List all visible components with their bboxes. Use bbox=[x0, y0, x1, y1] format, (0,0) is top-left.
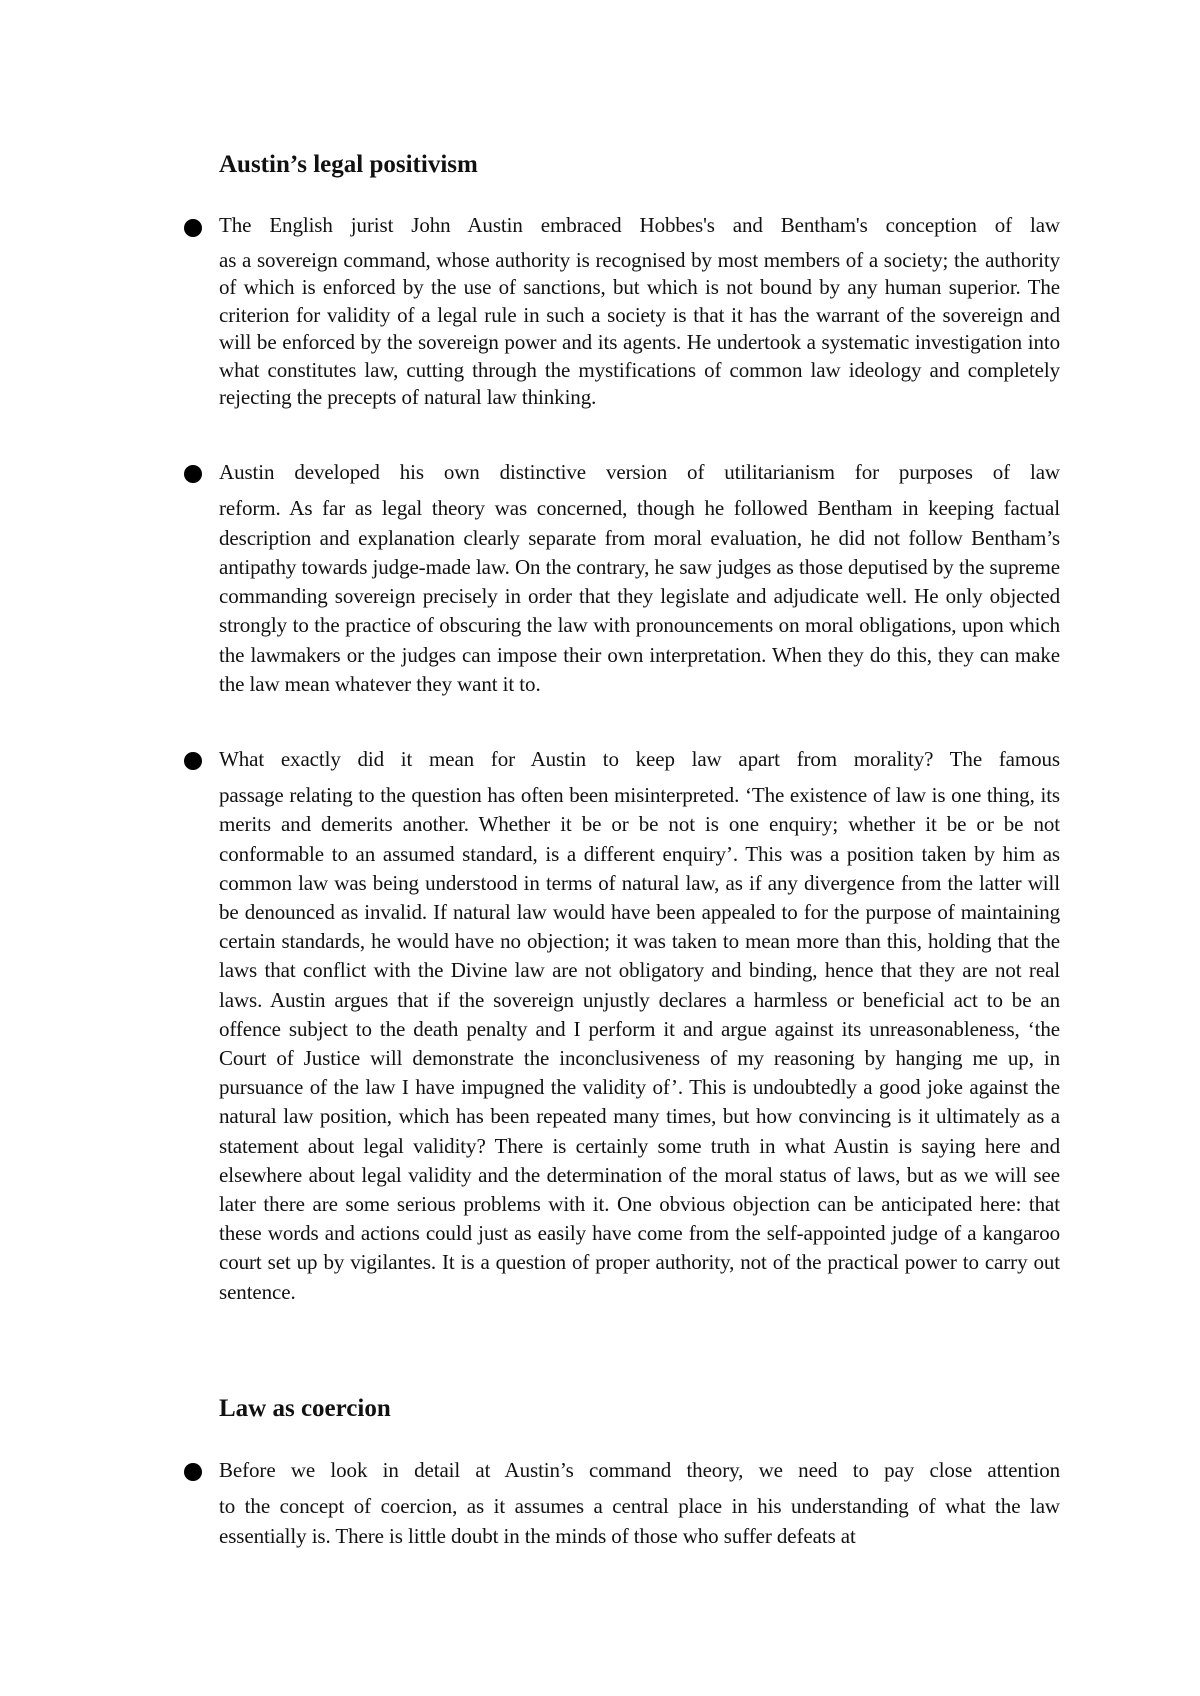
section-heading: Law as coercion bbox=[219, 1395, 391, 1422]
bullet-icon bbox=[184, 219, 202, 237]
paragraph-body: as a sovereign command, whose authority is recognised by most members of a society; the authority of which is enforced by the use of sanctions, but which is not bound by any human superior. The criterion for validity of a legal rule in such a society is that it has the warrant of the sovereign and will be enforced by the sovereign power and its agents. He undertook a systematic investigation into what constitutes law, cutting through the mystifications of common law ideology and completely rejecting the precepts of natural law thinking. bbox=[219, 247, 1060, 409]
paragraph bbox=[219, 458, 1060, 699]
paragraph-body: to the concept of coercion, as it assumes a central place in his understanding of what the law essentially is. There is little doubt in the minds of those who suffer defeats at bbox=[219, 1494, 1060, 1548]
bullet-icon bbox=[184, 465, 202, 483]
section-heading: Austin’s legal positivism bbox=[219, 151, 478, 178]
paragraph-first-line: What exactly did it mean for Austin to keep law apart from morality? The famous bbox=[219, 747, 1060, 771]
paragraph-body: reform. As far as legal theory was concerned, though he followed Bentham in keeping factual description and explanation clearly separate from moral evaluation, he did not follow Bentham’s antipathy towards judge-made law. On the contrary, he saw judges as those deputised by the supreme commanding sovereign precisely in order that they legislate and adjudicate well. He only objected strongly to the practice of obscuring the law with pronouncements on moral obligations, upon which the lawmakers or the judges can impose their own interpretation. When they do this, they can make the law mean whatever they want it to. bbox=[219, 496, 1060, 697]
paragraph-body: passage relating to the question has often been misinterpreted. ‘The existence of law is one thing, its merits and demerits another. Whether it be or be not is one enquiry; whether it be or be not conformable to an assumed standard, is a different enquiry’. This was a position taken by him as common law was being understood in terms of natural law, as if any divergence from the latter will be denounced as invalid. If natural law would have been appealed to for the purpose of maintaining certain standards, he would have no objection; it was taken to mean more than this, holding that the laws that conflict with the Divine law are not obligatory and binding, hence that they are not real laws. Austin argues that if the sovereign unjustly declares a harmless or beneficial act to be an offence subject to the death penalty and I perform it and argue against its unreasonableness, ‘the Court of Justice will demonstrate the inconclusiveness of my reasoning by hanging me up, in pursuance of the law I have impugned the validity of’. This is undoubtedly a good joke against the natural law position, which has been repeated many times, but how convincing is it ultimately as a statement about legal validity? There is certainly some truth in what Austin is saying here and elsewhere about legal validity and the determination of the moral status of laws, but as we will see later there are some serious problems with it. One obvious objection can be anticipated here: that these words and actions could just as easily have come from the self-appointed judge of a kangaroo court set up by vigilantes. It is a question of proper authority, not of the practical power to carry out sentence. bbox=[219, 783, 1060, 1304]
paragraph bbox=[219, 1456, 1060, 1551]
paragraph bbox=[219, 212, 1060, 412]
paragraph-first-line: Before we look in detail at Austin’s command theory, we need to pay close attention bbox=[219, 1458, 1060, 1482]
paragraph-first-line: The English jurist John Austin embraced Hobbes's and Bentham's conception of law bbox=[219, 213, 1060, 237]
bullet-icon bbox=[184, 1463, 202, 1481]
paragraph-first-line: Austin developed his own distinctive version of utilitarianism for purposes of law bbox=[219, 460, 1060, 484]
bullet-icon bbox=[184, 752, 202, 770]
paragraph bbox=[219, 745, 1060, 1307]
